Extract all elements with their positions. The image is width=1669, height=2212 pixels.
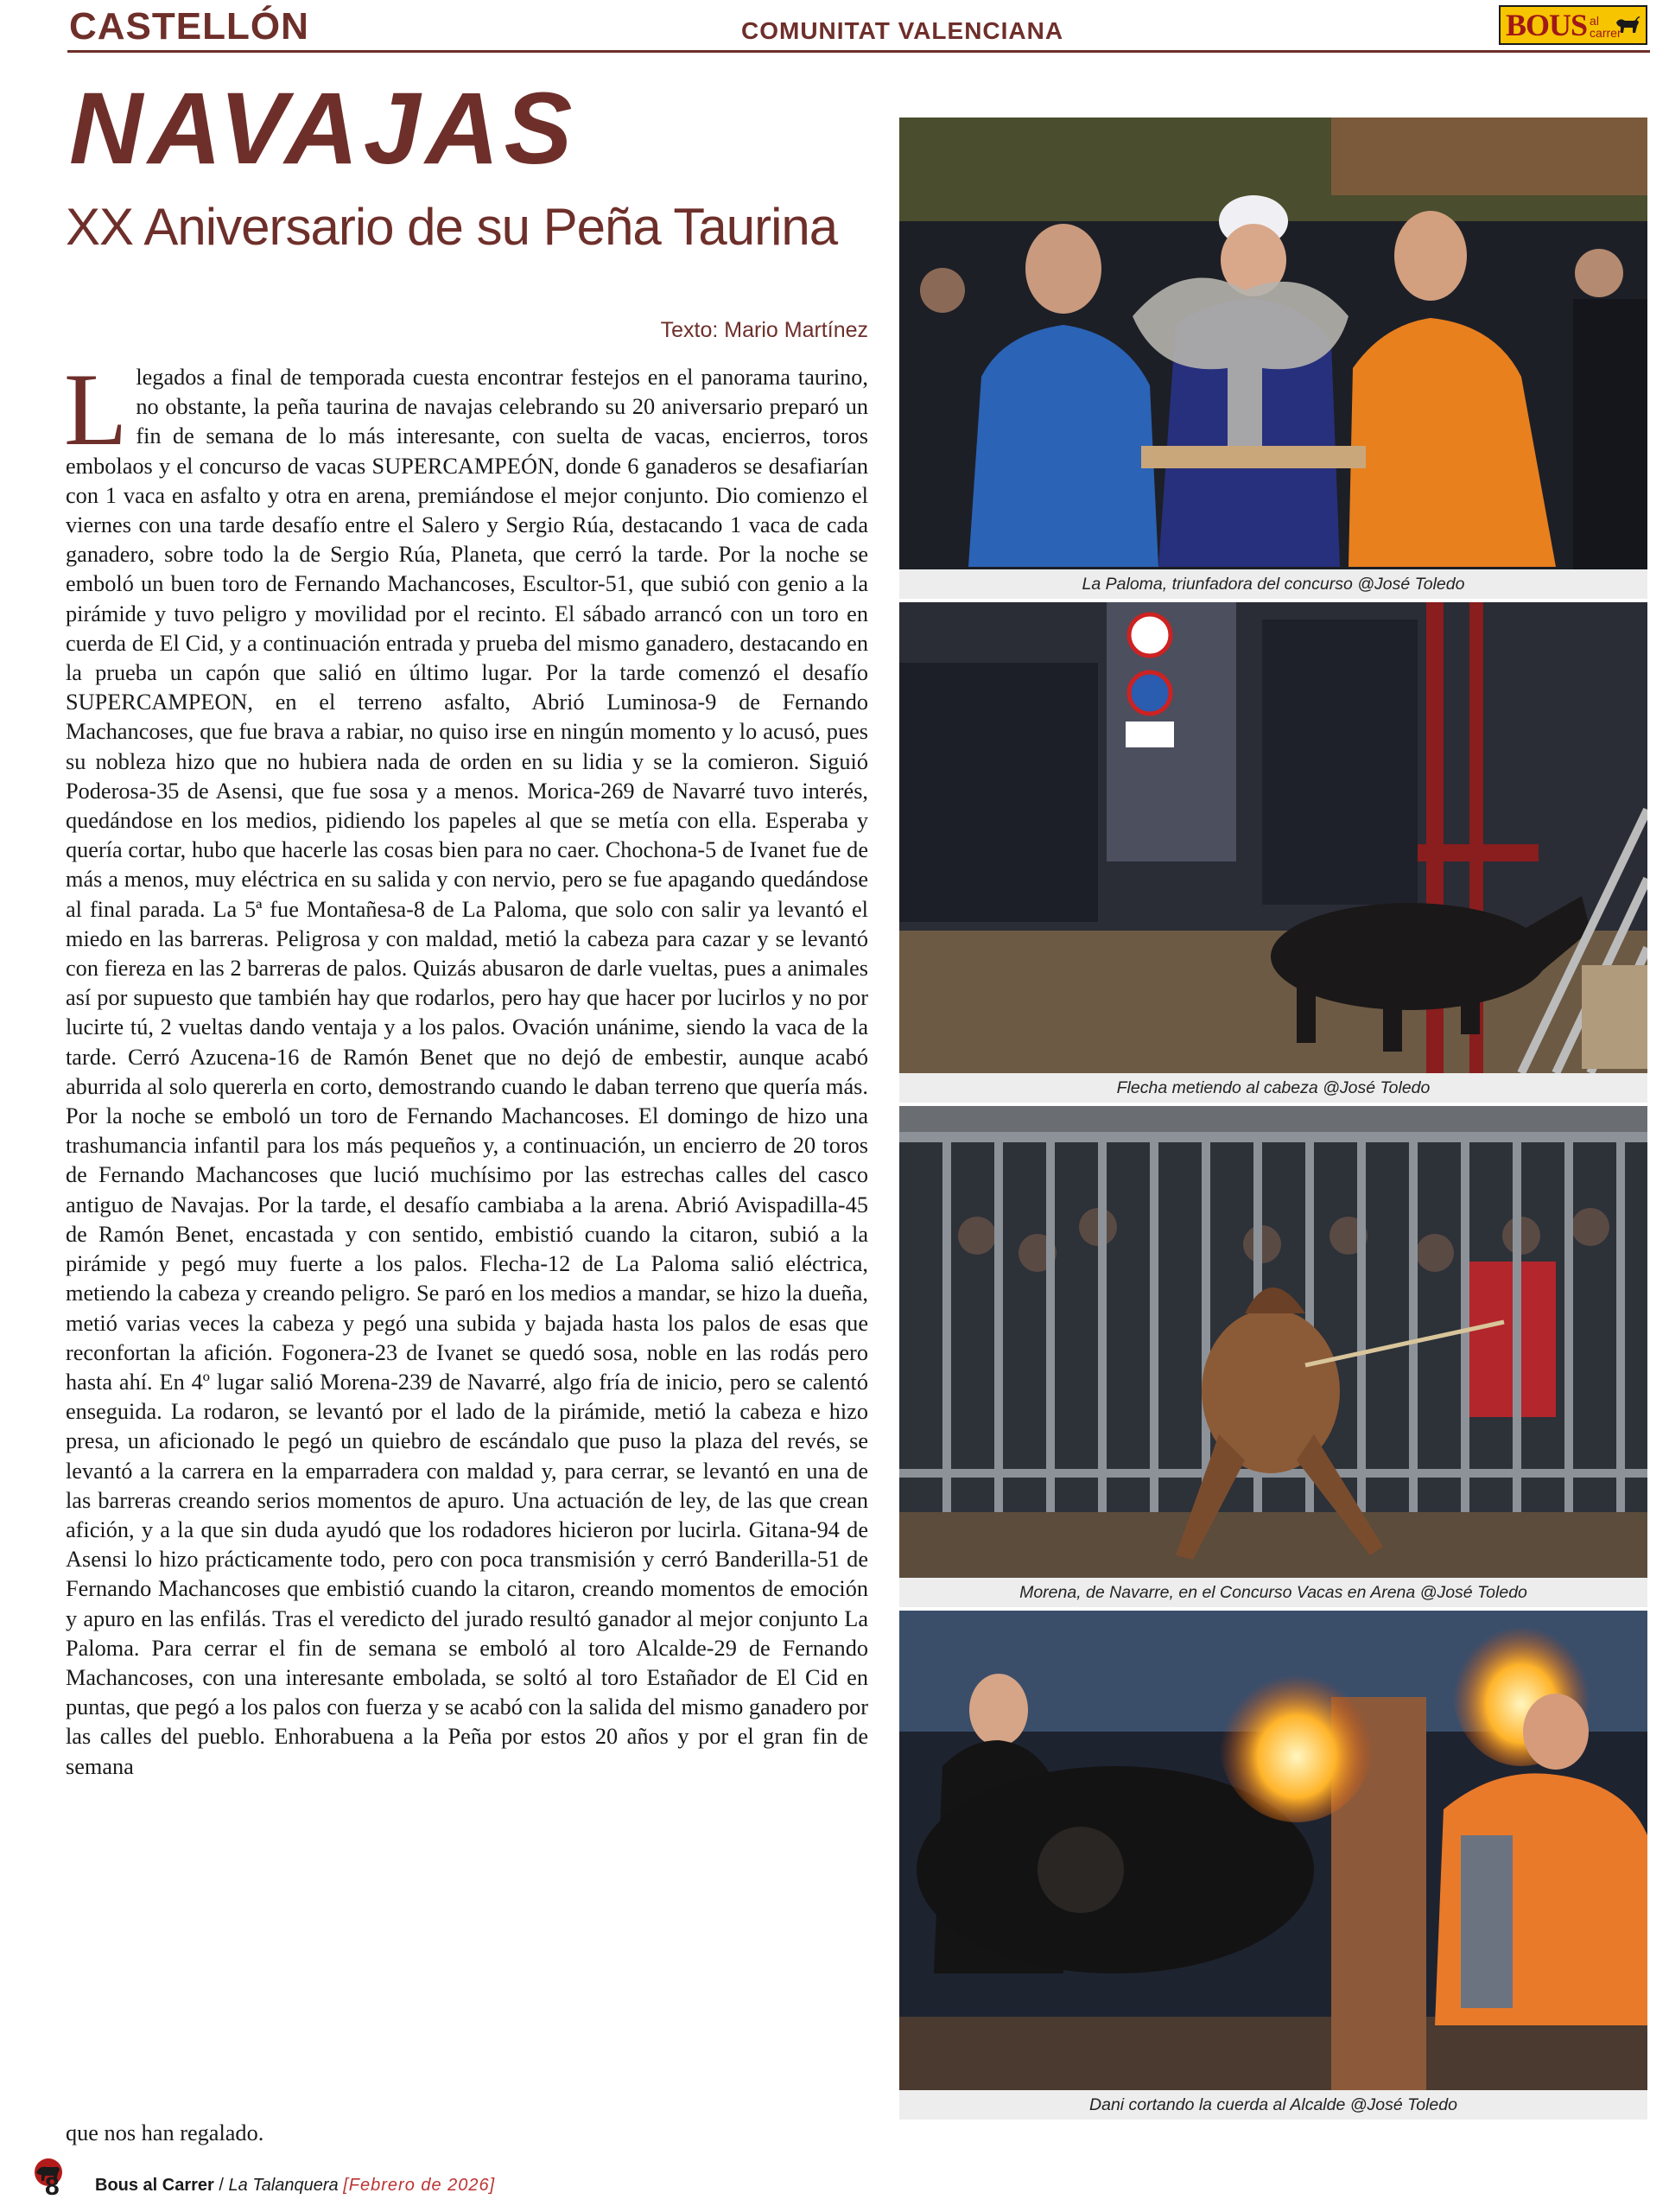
footer-separator: / — [213, 2176, 229, 2195]
photo-cow-in-arena — [899, 1106, 1647, 1578]
article-last-line: que nos han regalado. — [66, 2120, 264, 2145]
footer-date: [Febrero de 2026] — [343, 2176, 496, 2195]
photo-caption: Dani cortando la cuerda al Alcalde @José Toledo — [899, 2090, 1647, 2120]
publication-logo — [1499, 5, 1647, 45]
article-body — [64, 352, 868, 1782]
footer-info — [95, 2176, 495, 2196]
article-text: legados a final de temporada cuesta encontrar festejos en el panorama taurino, no obstante, la peña taurina de navajas celebrando su 20 aniversario preparó un fin de semana de lo más interesante, con suelta de vacas, encierros, toros embolaos y el concurso de vacas SUPERCAMPEÓN, donde 6 ganaderos se desafiarían con 1 vaca en asfalto y otra en arena, premiándose el mejor conjunto. Dio comienzo el viernes con una tarde desafío entre el Salero y Sergio Rúa, destacando 1 vaca de cada ganadero, sobre todo la de Sergio Rúa, Planeta, que cerró la tarde. Por la noche se emboló un buen toro de Fernando Machancoses, Escultor-51, que subió con genio a la pirámide y tuvo peligro y movilidad por el recinto. El sábado arrancó con un toro en cuerda de El Cid, y a continuación entrada y prueba del mismo ganadero, destacando en la prueba un capón que salió en último lugar. Por la tarde comenzó el desafío SUPERCAMPEON, en el terreno asfalto, Abrió Luminosa-9 de Fernando Machancoses, que fue brava a rabiar, no quiso irse en ningún momento y lo acusó, pues su nobleza hizo que no hubiera nada de orden en su lidia y se la comieron. Siguió Poderosa-35 de Asensi, que fue sosa y a menos. Morica-269 de Navarré tuvo interés, quedándose en los medios, pidiendo los papeles al que se metía con ella. Esperaba y quería cortar, hubo que hacerle las cosas bien para no caer. Chochona-5 de Ivanet fue de más a menos, muy eléctrica en su salida y con nervio, pero se fue apagando quedándose al final parada. La 5ª fue Montañesa-8 de La Paloma, que solo con salir ya levantó el miedo en las barreras. Peligrosa y con maldad, metió la cabeza para cazar y se levantó con fiereza en las 2 barreras de palos. Quizás abusaron de darle vueltas, pues a animales así por supuesto que también hay que rodarlos, pero hay que hacer por lucirlos y no por lucirte tú, 2 vueltas dando ventaja y a los palos. Ovación unánime, siendo la vaca de la tarde. Cerró Azucena-16 de Ramón Benet que no dejó de embestir, aunque acabó aburrida al solo quererla en corto, demostrando cuando le daban terreno que quería más. Por la noche se emboló un toro de Fernando Machancoses. El domingo de hizo una trashumancia infantil para los más pequeños y, a continuación, un encierro de 20 toros de Fernando Machancoses que lució muchísimo por las estrechas calles del casco antiguo de Navajas. Por la tarde, el desafío cambiaba a la arena. Abrió Avispadilla-45 de Ramón Benet, encastada y con sentido, embistió cuando la citaron, subió a la pirámide y pegó muy fuerte a los palos. Flecha-12 de La Paloma salió eléctrica, metiendo la cabeza y creando peligro. Se paró en los medios a mandar, se hizo la dueña, metió varias veces la cabeza y pegó una subida y bajada hasta los palos de esas que reconfortan la afición. Fogonera-23 de Ivanet se quedó sosa, noble en las rodás pero hasta ahí. En 4º lugar salió Morena-239 de Navarré, algo fría de inicio, pero se calentó enseguida. La rodaron, se levantó por el lado de la pirámide, metió la cabeza e hizo presa, un aficionado le pegó un quiebro de escándalo que puso la plaza del revés, se levantó a la carrera en la emparradera con maldad y, para cerrar, se levantó en una de las barreras creando serios momentos de apuro. Una actuación de ley, de las que crean afición, y a la que sin duda ayudó que los rodadores hicieron por lucirla. Gitana-94 de Asensi lo hizo prácticamente todo, pero con poca transmisión y cerró Banderilla-51 de Fernando Machancoses que embistió cuando la citaron, creando momentos de emoción y apuro en las enfilás. Tras el veredicto del jurado resultó ganador al mejor conjunto La Paloma. Para cerrar el fin de semana se emboló al toro Alcalde-29 de Fernando Machancoses, con una interesante embolada, se soltó al toro Estañador de El Cid en puntas, que pegó a los palos con fuerza y se acabó con la salida del mismo ganadero por las calles del pueblo. Enhorabuena a la Peña por estos 20 años y por el gran fin de semana — [66, 365, 868, 1779]
photo-caption: La Paloma, triunfadora del concurso @José Toledo — [899, 569, 1647, 599]
logo-small-text: al carrer — [1590, 14, 1621, 40]
photo-award-ceremony — [899, 118, 1647, 569]
article-title: NAVAJAS — [69, 72, 578, 186]
footer-section: La Talanquera — [228, 2176, 339, 2195]
section-title: CASTELLÓN — [69, 5, 309, 48]
page-number: 8 — [45, 2172, 60, 2201]
region-label: COMUNITAT VALENCIANA — [741, 17, 1064, 44]
photo-caption: Flecha metiendo al cabeza @José Toledo — [899, 1073, 1647, 1103]
article-subtitle: XX Aniversario de su Peña Taurina — [66, 198, 838, 256]
article-byline: Texto: Mario Martínez — [660, 318, 868, 342]
drop-cap: L — [64, 352, 128, 467]
bull-logo-icon — [1615, 14, 1640, 36]
logo-main-text: BOUS — [1506, 8, 1588, 42]
photo-cow-charging — [899, 602, 1647, 1073]
header-divider — [67, 50, 1650, 53]
footer-publication: Bous al Carrer — [95, 2176, 214, 2195]
photo-embolado-bull — [899, 1611, 1647, 2090]
photo-caption: Morena, de Navarre, en el Concurso Vacas en Arena @José Toledo — [899, 1578, 1647, 1607]
